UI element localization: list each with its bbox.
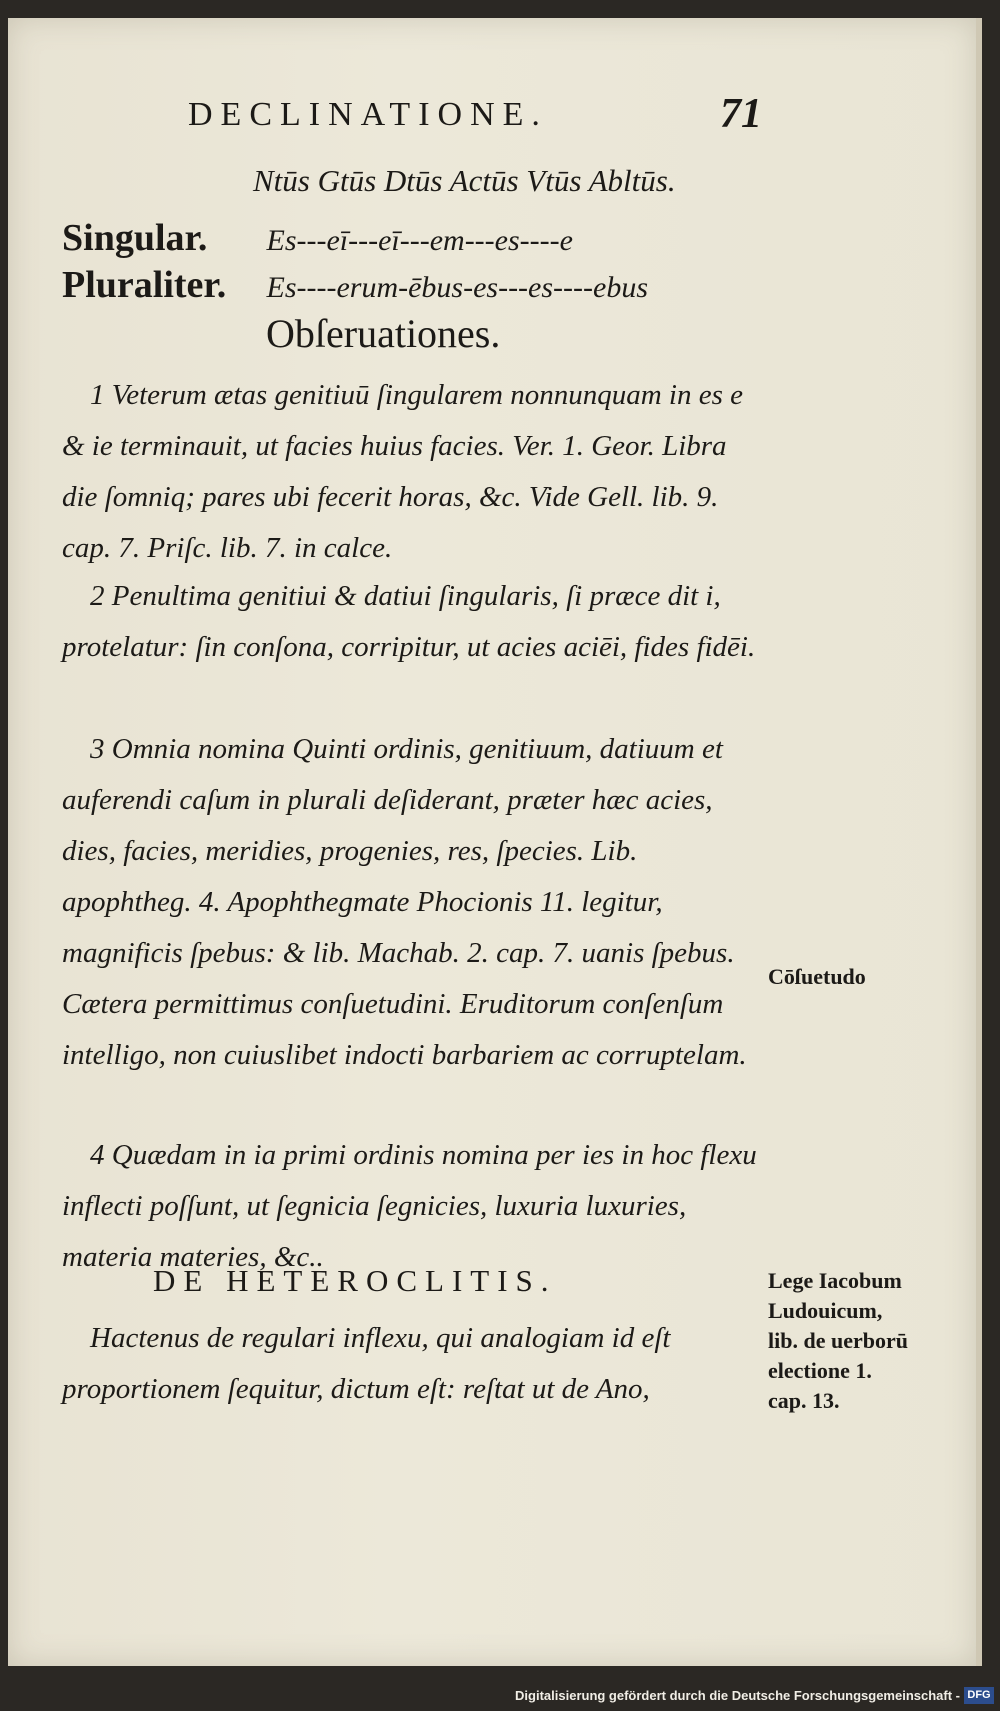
paragraph: 1 Veterum ætas genitiuū ſingularem nonnunquam in es e & ie terminauit, ut facies huius facies. Ver. 1. Geor. Libra die ſomniq; pares ubi fecerit horas, &c. Vide Gell. lib. 9. cap. 7. Priſc. lib. 7. in calce.	[62, 379, 743, 564]
observation-2	[62, 571, 762, 673]
margin-note-lege: Lege Iacobum Ludouicum, lib. de uerborū electione 1. cap. 13.	[768, 1268, 908, 1413]
paragraph: 2 Penultima genitiui & datiui ſingularis, ſi præce dit i, protelatur: ſin conſona, corripitur, ut acies aciēi, fides fidēi.	[62, 580, 756, 663]
declension-label: Singular.	[62, 217, 208, 259]
book-page	[8, 18, 982, 1666]
paragraph: 3 Omnia nomina Quinti ordinis, genitiuum, datiuum et auferendi caſum in plurali deſiderant, præter hæc acies, dies, facies, meridies, progenies, res, ſpecies. Lib. apophtheg. 4. Apophthegmate Phocionis 11. legitur, magnificis ſpebus: & lib. Machab. 2. cap. 7. uanis ſpebus. Cætera permittimus conſuetudini. Eruditorum conſenſum intelligo, non cuiuslibet indocti barbariem ac corruptelam.	[62, 733, 747, 1071]
observation-3	[62, 724, 762, 1081]
running-head: DECLINATIONE.	[188, 96, 548, 133]
paragraph: Hactenus de regulari inflexu, qui analogiam id eſt proportionem ſequitur, dictum eſt: reſtat ut de Ano,	[62, 1322, 671, 1405]
dfg-logo: DFG	[964, 1687, 994, 1704]
declension-endings: Es---eī---eī---em---es----e	[266, 224, 573, 257]
section-heading: DE HETEROCLITIS.	[153, 1263, 557, 1298]
heteroclitis-text	[62, 1313, 762, 1415]
page-number: 71	[720, 91, 762, 137]
case-header: Ntūs Gtūs Dtūs Actūs Vtūs Abltūs.	[253, 163, 676, 198]
paragraph: 4 Quædam in ia primi ordinis nomina per ies in hoc flexu inflecti poſſunt, ut ſegnicia ſegnicies, luxuria luxuries, materia materies, &c..	[62, 1139, 757, 1273]
digitization-credit: Digitalisierung gefördert durch die Deutsche Forschungsgemeinschaft -	[515, 1688, 960, 1703]
margin-note-consuetudo: Cōſuetudo	[768, 964, 866, 989]
observations-title: Obſeruationes.	[266, 311, 501, 356]
declension-row-plural	[62, 263, 648, 307]
declension-endings: Es----erum-ēbus-es---es----ebus	[266, 271, 648, 304]
observation-1	[62, 370, 762, 574]
declension-row-singular	[62, 216, 573, 260]
observation-4	[62, 1130, 762, 1283]
declension-label: Pluraliter.	[62, 264, 227, 306]
